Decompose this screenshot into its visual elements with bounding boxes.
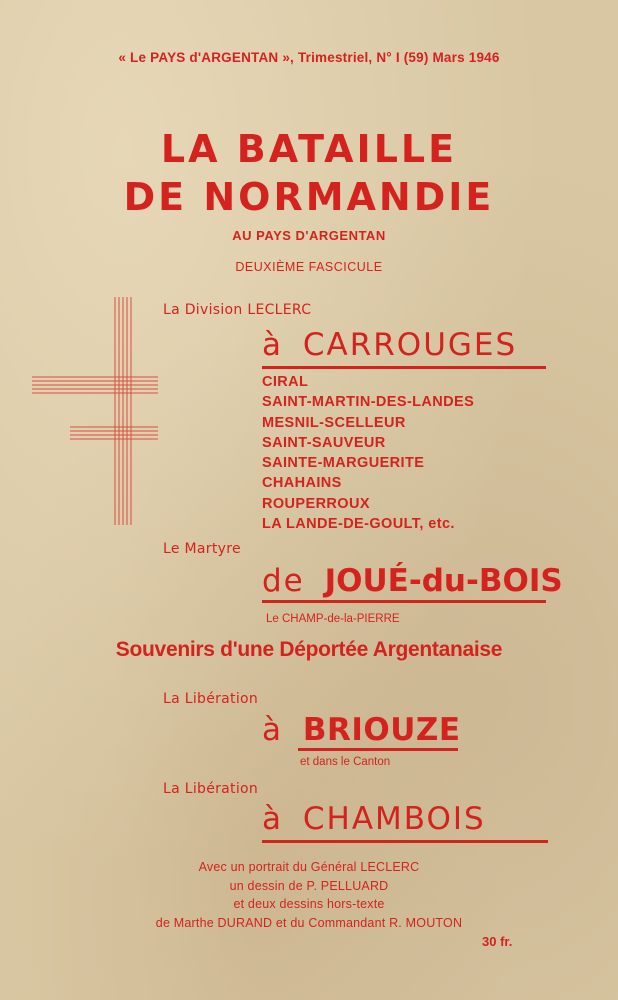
section4-heading: [262, 801, 486, 837]
section3-name: BRIOUZE: [302, 712, 461, 748]
place-item: SAINTE-MARGUERITE: [262, 455, 425, 472]
subtitle: AU PAYS D'ARGENTAN: [232, 228, 386, 243]
section2-intro: Le Martyre: [163, 541, 241, 557]
section2-prefix: de: [262, 563, 305, 599]
section3-prefix: à: [262, 712, 283, 748]
souvenirs-heading: Souvenirs d'une Déportée Argentanaise: [115, 638, 503, 661]
credit-line: Avec un portrait du Général LECLERC: [198, 860, 420, 874]
place-item: ROUPERROUX: [262, 495, 370, 512]
section3-underline: [298, 748, 458, 751]
title-line-1: LA BATAILLE: [160, 127, 458, 171]
place-item: MESNIL-SCELLEUR: [262, 414, 406, 431]
section3-intro: La Libération: [163, 691, 259, 707]
section4-name: CHAMBOIS: [302, 801, 486, 837]
section1-places-list: [262, 372, 474, 534]
place-item: SAINT-MARTIN-DES-LANDES: [262, 394, 475, 411]
credit-line: et deux dessins hors-texte: [233, 897, 385, 911]
price: 30 fr.: [482, 934, 513, 949]
section3-heading: [262, 712, 461, 748]
section1-underline: [262, 366, 546, 369]
credit-line: un dessin de P. PELLUARD: [229, 878, 389, 893]
section2-underline: [262, 600, 546, 603]
place-item: LA LANDE-DE-GOULT, etc.: [262, 516, 455, 533]
title-line-2: DE NORMANDIE: [123, 175, 495, 219]
section2-name: JOUÉ-du-BOIS: [324, 563, 563, 599]
place-item: CHAHAINS: [262, 475, 342, 492]
section2-sub: Le CHAMP-de-la-PIERRE: [266, 613, 400, 625]
section1-heading: [262, 327, 518, 363]
section4-underline: [262, 840, 548, 843]
section1-prefix: à: [262, 327, 283, 363]
credits-block: [0, 858, 618, 932]
place-item: SAINT-SAUVEUR: [262, 434, 386, 451]
section1-name: CARROUGES: [302, 327, 518, 363]
section1-intro: La Division LECLERC: [163, 302, 312, 318]
place-item: CIRAL: [262, 374, 309, 390]
section3-sub: et dans le Canton: [300, 756, 391, 768]
section4-intro: La Libération: [163, 781, 259, 797]
section2-heading: [262, 563, 563, 599]
fascicule-label: DEUXIÈME FASCICULE: [235, 260, 383, 274]
credit-line: de Marthe DURAND et du Commandant R. MOUTON: [155, 915, 463, 930]
lorraine-cross-lines-icon: [30, 295, 160, 535]
periodical-header: « Le PAYS d'ARGENTAN », Trimestriel, N° I (59) Mars 1946: [118, 50, 500, 65]
section4-prefix: à: [262, 801, 283, 837]
